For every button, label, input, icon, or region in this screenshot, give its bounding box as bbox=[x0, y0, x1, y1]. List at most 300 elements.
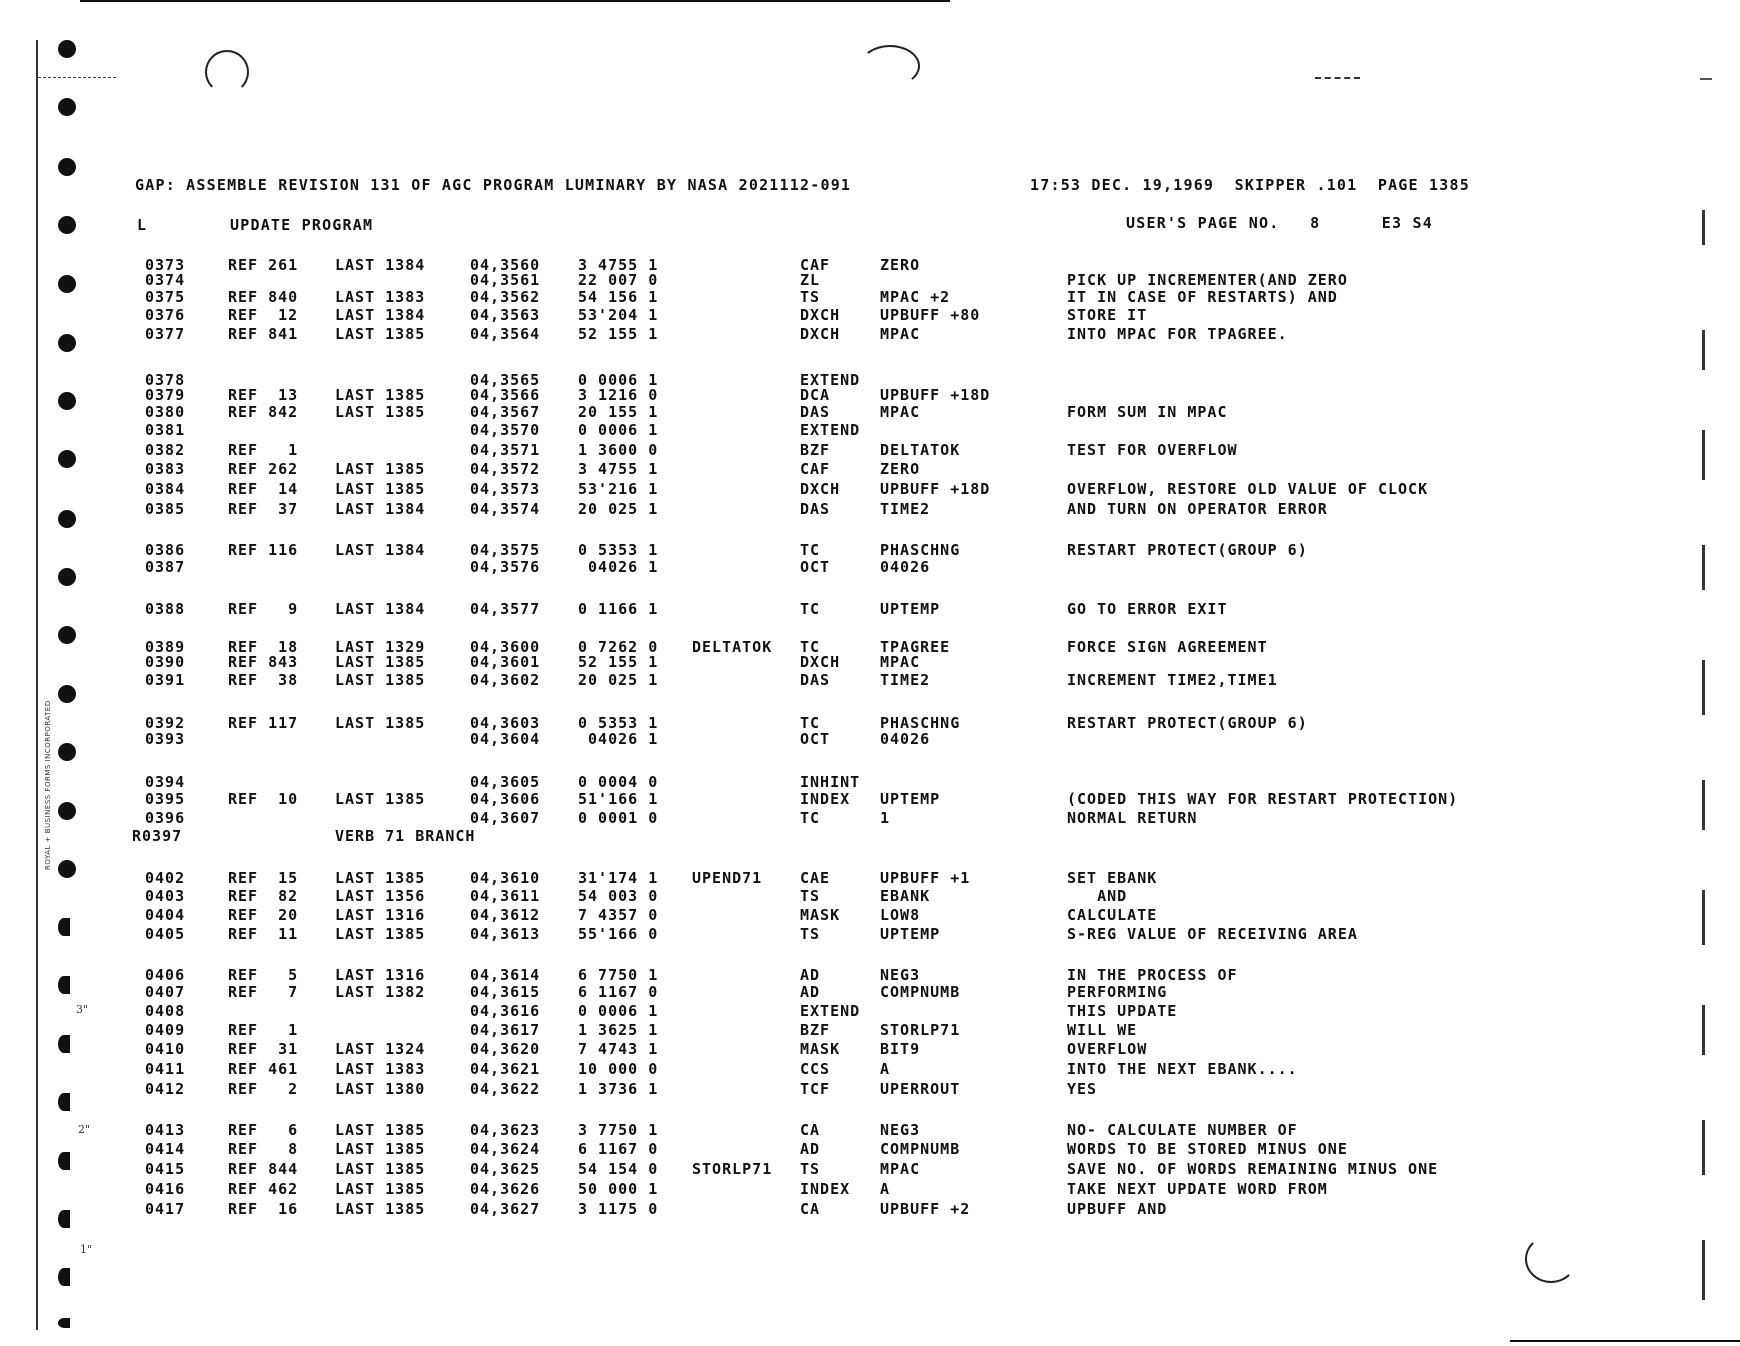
row-num: 0406 bbox=[145, 966, 186, 984]
row-operand: EBANK bbox=[880, 887, 931, 905]
row-operand: 1 bbox=[880, 809, 891, 827]
row-op: AD bbox=[800, 983, 821, 1001]
row-code: 0 7262 0 bbox=[578, 638, 659, 656]
row-comment: FORCE SIGN AGREEMENT bbox=[1067, 638, 1268, 656]
row-op: DCA bbox=[800, 386, 831, 404]
row-addr: 04,3571 bbox=[470, 441, 541, 459]
row-ref: REF 2 bbox=[228, 1080, 299, 1098]
row-operand: TIME2 bbox=[880, 500, 931, 518]
row-ref: REF 14 bbox=[228, 480, 299, 498]
row-op: DXCH bbox=[800, 306, 841, 324]
row-addr: 04,3606 bbox=[470, 790, 541, 808]
row-op: TS bbox=[800, 887, 821, 905]
row-code: 52 155 1 bbox=[578, 325, 659, 343]
row-num: 0415 bbox=[145, 1160, 186, 1178]
row-operand: STORLP71 bbox=[880, 1021, 961, 1039]
row-addr: 04,3616 bbox=[470, 1002, 541, 1020]
feed-hole bbox=[58, 275, 76, 293]
row-num: 0417 bbox=[145, 1200, 186, 1218]
row-code: 0 0006 1 bbox=[578, 421, 659, 439]
row-operand: UPBUFF +18D bbox=[880, 386, 991, 404]
feed-hole bbox=[58, 568, 76, 586]
row-operand: COMPNUMB bbox=[880, 1140, 961, 1158]
row-addr: 04,3604 bbox=[470, 730, 541, 748]
edge-scuff bbox=[1702, 780, 1705, 830]
row-addr: 04,3611 bbox=[470, 887, 541, 905]
row-operand: MPAC +2 bbox=[880, 288, 951, 306]
edge-scuff bbox=[1702, 330, 1705, 370]
row-comment: TAKE NEXT UPDATE WORD FROM bbox=[1067, 1180, 1328, 1198]
row-op: EXTEND bbox=[800, 1002, 861, 1020]
row-num: 0386 bbox=[145, 541, 186, 559]
row-operand: 04026 bbox=[880, 730, 931, 748]
row-num: 0394 bbox=[145, 773, 186, 791]
row-code: 52 155 1 bbox=[578, 653, 659, 671]
row-ref: REF 31 bbox=[228, 1040, 299, 1058]
row-num: 0380 bbox=[145, 403, 186, 421]
row-last: LAST 1385 bbox=[335, 1140, 426, 1158]
row-comment: AND bbox=[1067, 887, 1128, 905]
row-ref: REF 7 bbox=[228, 983, 299, 1001]
row-op: INDEX bbox=[800, 790, 851, 808]
row-addr: 04,3567 bbox=[470, 403, 541, 421]
ruler-mark-2: 2" bbox=[78, 1123, 91, 1136]
row-comment: TEST FOR OVERFLOW bbox=[1067, 441, 1238, 459]
row-last: LAST 1384 bbox=[335, 256, 426, 274]
row-op: DXCH bbox=[800, 325, 841, 343]
margin-rule bbox=[36, 40, 38, 1330]
row-addr: 04,3577 bbox=[470, 600, 541, 618]
row-last: LAST 1329 bbox=[335, 638, 426, 656]
row-last: LAST 1385 bbox=[335, 869, 426, 887]
row-comment: IN THE PROCESS OF bbox=[1067, 966, 1238, 984]
row-last: LAST 1385 bbox=[335, 653, 426, 671]
row-op: AD bbox=[800, 966, 821, 984]
row-comment: RESTART PROTECT(GROUP 6) bbox=[1067, 714, 1308, 732]
row-ref: REF 116 bbox=[228, 541, 299, 559]
row-addr: 04,3573 bbox=[470, 480, 541, 498]
feed-hole bbox=[58, 158, 76, 176]
row-comment: NO- CALCULATE NUMBER OF bbox=[1067, 1121, 1298, 1139]
row-ref: REF 82 bbox=[228, 887, 299, 905]
row-num: 0409 bbox=[145, 1021, 186, 1039]
row-ref: REF 37 bbox=[228, 500, 299, 518]
row-operand: UPTEMP bbox=[880, 600, 941, 618]
row-operand: MPAC bbox=[880, 1160, 921, 1178]
row-ref: REF 12 bbox=[228, 306, 299, 324]
row-operand: PHASCHNG bbox=[880, 541, 961, 559]
row-code: 0 0006 1 bbox=[578, 1002, 659, 1020]
row-code: 31'174 1 bbox=[578, 869, 659, 887]
row-code: 20 025 1 bbox=[578, 500, 659, 518]
row-ref: REF 15 bbox=[228, 869, 299, 887]
row-ref: REF 840 bbox=[228, 288, 299, 306]
row-num: 0414 bbox=[145, 1140, 186, 1158]
punch-ring bbox=[1525, 1235, 1577, 1283]
row-num: 0389 bbox=[145, 638, 186, 656]
row-op: BZF bbox=[800, 441, 831, 459]
row-addr: 04,3627 bbox=[470, 1200, 541, 1218]
edge-scuff bbox=[1702, 1120, 1705, 1175]
row-num: 0383 bbox=[145, 460, 186, 478]
row-num: 0402 bbox=[145, 869, 186, 887]
row-op: EXTEND bbox=[800, 421, 861, 439]
row-num: 0392 bbox=[145, 714, 186, 732]
row-operand: UPBUFF +80 bbox=[880, 306, 981, 324]
tear-line bbox=[38, 77, 116, 80]
row-ref: REF 262 bbox=[228, 460, 299, 478]
row-ref: REF 20 bbox=[228, 906, 299, 924]
row-operand: DELTATOK bbox=[880, 441, 961, 459]
row-operand: 04026 bbox=[880, 558, 931, 576]
row-ref: REF 261 bbox=[228, 256, 299, 274]
row-ref: REF 6 bbox=[228, 1121, 299, 1139]
row-last: LAST 1385 bbox=[335, 460, 426, 478]
row-addr: 04,3563 bbox=[470, 306, 541, 324]
row-num: 0408 bbox=[145, 1002, 186, 1020]
row-last: LAST 1385 bbox=[335, 1180, 426, 1198]
row-num: 0412 bbox=[145, 1080, 186, 1098]
row-ref: REF 11 bbox=[228, 925, 299, 943]
row-last: LAST 1316 bbox=[335, 906, 426, 924]
row-op: OCT bbox=[800, 558, 831, 576]
row-comment: RESTART PROTECT(GROUP 6) bbox=[1067, 541, 1308, 559]
feed-hole bbox=[58, 334, 76, 352]
row-comment: IT IN CASE OF RESTARTS) AND bbox=[1067, 288, 1338, 306]
feed-hole bbox=[58, 626, 76, 644]
users-page-number: USER'S PAGE NO. 8 E3 S4 bbox=[1126, 214, 1433, 232]
row-num: 0407 bbox=[145, 983, 186, 1001]
row-num: 0395 bbox=[145, 790, 186, 808]
feed-hole bbox=[58, 510, 76, 528]
row-addr: 04,3610 bbox=[470, 869, 541, 887]
row-operand: A bbox=[880, 1180, 891, 1198]
row-operand: MPAC bbox=[880, 403, 921, 421]
row-code: 20 025 1 bbox=[578, 671, 659, 689]
row-code: 53'216 1 bbox=[578, 480, 659, 498]
row-addr: 04,3566 bbox=[470, 386, 541, 404]
row-comment: PERFORMING bbox=[1067, 983, 1168, 1001]
row-op: CAF bbox=[800, 256, 831, 274]
edge-scuff bbox=[1702, 890, 1705, 945]
row-last: LAST 1385 bbox=[335, 480, 426, 498]
row-ref: REF 843 bbox=[228, 653, 299, 671]
row-operand: UPBUFF +18D bbox=[880, 480, 991, 498]
row-op: BZF bbox=[800, 1021, 831, 1039]
row-last: LAST 1382 bbox=[335, 983, 426, 1001]
row-op: DXCH bbox=[800, 653, 841, 671]
row-op: CA bbox=[800, 1200, 821, 1218]
row-num: 0373 bbox=[145, 256, 186, 274]
row-comment: SAVE NO. OF WORDS REMAINING MINUS ONE bbox=[1067, 1160, 1439, 1178]
row-operand: BIT9 bbox=[880, 1040, 921, 1058]
row-code: 0 5353 1 bbox=[578, 714, 659, 732]
feed-hole bbox=[58, 860, 76, 878]
listing-log-section: L bbox=[137, 216, 148, 234]
feed-hole bbox=[58, 1035, 70, 1053]
row-addr: 04,3602 bbox=[470, 671, 541, 689]
row-last: LAST 1383 bbox=[335, 288, 426, 306]
listing-header-right: 17:53 DEC. 19,1969 SKIPPER .101 PAGE 1385 bbox=[1030, 176, 1470, 194]
row-addr: 04,3570 bbox=[470, 421, 541, 439]
row-code: 1 3600 0 bbox=[578, 441, 659, 459]
edge-scuff bbox=[1702, 430, 1705, 480]
row-last: VERB 71 BRANCH bbox=[335, 827, 476, 845]
row-code: 7 4743 1 bbox=[578, 1040, 659, 1058]
tear-mark bbox=[1315, 77, 1360, 81]
row-num: 0391 bbox=[145, 671, 186, 689]
row-num: 0390 bbox=[145, 653, 186, 671]
row-addr: 04,3615 bbox=[470, 983, 541, 1001]
punch-ring bbox=[205, 50, 249, 94]
row-num: 0404 bbox=[145, 906, 186, 924]
row-comment: THIS UPDATE bbox=[1067, 1002, 1178, 1020]
row-code: 0 0001 0 bbox=[578, 809, 659, 827]
punch-ring bbox=[860, 45, 920, 87]
row-addr: 04,3600 bbox=[470, 638, 541, 656]
row-op: DAS bbox=[800, 671, 831, 689]
row-operand: COMPNUMB bbox=[880, 983, 961, 1001]
row-code: 04026 1 bbox=[578, 558, 659, 576]
row-op: MASK bbox=[800, 906, 841, 924]
row-addr: 04,3572 bbox=[470, 460, 541, 478]
row-addr: 04,3576 bbox=[470, 558, 541, 576]
row-num: 0382 bbox=[145, 441, 186, 459]
row-addr: 04,3561 bbox=[470, 271, 541, 289]
row-op: TC bbox=[800, 638, 821, 656]
row-operand: PHASCHNG bbox=[880, 714, 961, 732]
row-code: 3 1175 0 bbox=[578, 1200, 659, 1218]
row-num: 0396 bbox=[145, 809, 186, 827]
row-code: 0 5353 1 bbox=[578, 541, 659, 559]
row-ref: REF 38 bbox=[228, 671, 299, 689]
row-addr: 04,3614 bbox=[470, 966, 541, 984]
row-op: ZL bbox=[800, 271, 821, 289]
feed-hole bbox=[58, 685, 76, 703]
tear-mark bbox=[1700, 78, 1712, 80]
row-addr: 04,3601 bbox=[470, 653, 541, 671]
row-num: 0387 bbox=[145, 558, 186, 576]
row-op: CAE bbox=[800, 869, 831, 887]
row-ref: REF 18 bbox=[228, 638, 299, 656]
feed-hole bbox=[58, 392, 76, 410]
row-ref: REF 844 bbox=[228, 1160, 299, 1178]
row-last: LAST 1385 bbox=[335, 386, 426, 404]
row-addr: 04,3564 bbox=[470, 325, 541, 343]
row-code: 55'166 0 bbox=[578, 925, 659, 943]
row-last: LAST 1385 bbox=[335, 1121, 426, 1139]
feed-hole bbox=[58, 743, 76, 761]
row-last: LAST 1316 bbox=[335, 966, 426, 984]
row-last: LAST 1385 bbox=[335, 925, 426, 943]
row-comment: WORDS TO BE STORED MINUS ONE bbox=[1067, 1140, 1348, 1158]
row-ref: REF 462 bbox=[228, 1180, 299, 1198]
row-op: TC bbox=[800, 600, 821, 618]
ruler-mark-1: 1" bbox=[80, 1243, 93, 1256]
row-last: LAST 1385 bbox=[335, 1160, 426, 1178]
row-code: 3 7750 1 bbox=[578, 1121, 659, 1139]
row-ref: REF 8 bbox=[228, 1140, 299, 1158]
row-code: 7 4357 0 bbox=[578, 906, 659, 924]
row-comment: STORE IT bbox=[1067, 306, 1148, 324]
row-addr: 04,3621 bbox=[470, 1060, 541, 1078]
feed-hole bbox=[58, 918, 70, 936]
row-op: CCS bbox=[800, 1060, 831, 1078]
row-addr: 04,3624 bbox=[470, 1140, 541, 1158]
feed-hole bbox=[58, 216, 76, 234]
row-operand: A bbox=[880, 1060, 891, 1078]
row-operand: LOW8 bbox=[880, 906, 921, 924]
edge-scuff bbox=[1702, 1005, 1705, 1055]
row-num: 0388 bbox=[145, 600, 186, 618]
row-num: 0376 bbox=[145, 306, 186, 324]
row-addr: 04,3562 bbox=[470, 288, 541, 306]
feed-hole bbox=[58, 1152, 70, 1170]
row-operand: NEG3 bbox=[880, 966, 921, 984]
row-ref: REF 842 bbox=[228, 403, 299, 421]
row-operand: TPAGREE bbox=[880, 638, 951, 656]
row-num: 0393 bbox=[145, 730, 186, 748]
row-num: 0378 bbox=[145, 371, 186, 389]
row-num: 0416 bbox=[145, 1180, 186, 1198]
row-op: CA bbox=[800, 1121, 821, 1139]
row-op: TC bbox=[800, 541, 821, 559]
row-last: LAST 1384 bbox=[335, 541, 426, 559]
row-last: LAST 1385 bbox=[335, 1200, 426, 1218]
row-addr: 04,3574 bbox=[470, 500, 541, 518]
row-operand: ZERO bbox=[880, 256, 921, 274]
feed-hole bbox=[58, 976, 70, 994]
row-addr: 04,3622 bbox=[470, 1080, 541, 1098]
feed-hole bbox=[58, 40, 76, 58]
row-op: EXTEND bbox=[800, 371, 861, 389]
row-comment: CALCULATE bbox=[1067, 906, 1158, 924]
row-code: 0 0006 1 bbox=[578, 371, 659, 389]
row-ref: REF 10 bbox=[228, 790, 299, 808]
row-num: 0410 bbox=[145, 1040, 186, 1058]
row-last: LAST 1380 bbox=[335, 1080, 426, 1098]
row-addr: 04,3565 bbox=[470, 371, 541, 389]
row-code: 0 0004 0 bbox=[578, 773, 659, 791]
row-num: 0379 bbox=[145, 386, 186, 404]
row-code: 50 000 1 bbox=[578, 1180, 659, 1198]
row-addr: 04,3625 bbox=[470, 1160, 541, 1178]
row-label: DELTATOK bbox=[692, 638, 773, 656]
row-code: 20 155 1 bbox=[578, 403, 659, 421]
row-comment: AND TURN ON OPERATOR ERROR bbox=[1067, 500, 1328, 518]
row-code: 54 154 0 bbox=[578, 1160, 659, 1178]
row-code: 53'204 1 bbox=[578, 306, 659, 324]
row-ref: REF 9 bbox=[228, 600, 299, 618]
row-num: R0397 bbox=[132, 827, 183, 845]
row-code: 6 1167 0 bbox=[578, 1140, 659, 1158]
row-op: DAS bbox=[800, 500, 831, 518]
listing-title: UPDATE PROGRAM bbox=[230, 216, 374, 234]
row-op: DXCH bbox=[800, 480, 841, 498]
row-last: LAST 1384 bbox=[335, 306, 426, 324]
feed-hole bbox=[58, 1318, 70, 1328]
edge-scuff bbox=[1702, 210, 1705, 245]
row-addr: 04,3613 bbox=[470, 925, 541, 943]
row-last: LAST 1385 bbox=[335, 403, 426, 421]
row-addr: 04,3623 bbox=[470, 1121, 541, 1139]
feed-hole bbox=[58, 802, 76, 820]
row-comment: S-REG VALUE OF RECEIVING AREA bbox=[1067, 925, 1358, 943]
row-code: 22 007 0 bbox=[578, 271, 659, 289]
row-addr: 04,3612 bbox=[470, 906, 541, 924]
row-code: 0 1166 1 bbox=[578, 600, 659, 618]
row-code: 54 156 1 bbox=[578, 288, 659, 306]
row-operand: MPAC bbox=[880, 325, 921, 343]
row-code: 3 4755 1 bbox=[578, 256, 659, 274]
feed-hole bbox=[58, 450, 76, 468]
row-operand: MPAC bbox=[880, 653, 921, 671]
row-comment: (CODED THIS WAY FOR RESTART PROTECTION) bbox=[1067, 790, 1459, 808]
row-last: LAST 1384 bbox=[335, 600, 426, 618]
row-comment: NORMAL RETURN bbox=[1067, 809, 1198, 827]
row-comment: UPBUFF AND bbox=[1067, 1200, 1168, 1218]
row-code: 3 4755 1 bbox=[578, 460, 659, 478]
row-operand: UPTEMP bbox=[880, 925, 941, 943]
row-op: CAF bbox=[800, 460, 831, 478]
row-operand: NEG3 bbox=[880, 1121, 921, 1139]
row-operand: UPBUFF +2 bbox=[880, 1200, 971, 1218]
row-addr: 04,3620 bbox=[470, 1040, 541, 1058]
row-op: TCF bbox=[800, 1080, 831, 1098]
row-num: 0411 bbox=[145, 1060, 186, 1078]
row-op: DAS bbox=[800, 403, 831, 421]
row-num: 0374 bbox=[145, 271, 186, 289]
row-last: LAST 1324 bbox=[335, 1040, 426, 1058]
row-ref: REF 1 bbox=[228, 441, 299, 459]
row-num: 0413 bbox=[145, 1121, 186, 1139]
row-operand: UPBUFF +1 bbox=[880, 869, 971, 887]
row-last: LAST 1385 bbox=[335, 790, 426, 808]
row-operand: UPERROUT bbox=[880, 1080, 961, 1098]
row-last: LAST 1385 bbox=[335, 325, 426, 343]
row-op: TS bbox=[800, 288, 821, 306]
row-comment: WILL WE bbox=[1067, 1021, 1138, 1039]
row-op: AD bbox=[800, 1140, 821, 1158]
row-comment: OVERFLOW, RESTORE OLD VALUE OF CLOCK bbox=[1067, 480, 1429, 498]
feed-hole bbox=[58, 1093, 70, 1111]
feed-hole bbox=[58, 1268, 70, 1286]
row-last: LAST 1356 bbox=[335, 887, 426, 905]
row-addr: 04,3617 bbox=[470, 1021, 541, 1039]
edge-scuff bbox=[1702, 660, 1705, 715]
row-code: 54 003 0 bbox=[578, 887, 659, 905]
row-comment: INCREMENT TIME2,TIME1 bbox=[1067, 671, 1278, 689]
row-ref: REF 5 bbox=[228, 966, 299, 984]
row-addr: 04,3607 bbox=[470, 809, 541, 827]
row-addr: 04,3605 bbox=[470, 773, 541, 791]
row-num: 0405 bbox=[145, 925, 186, 943]
row-op: OCT bbox=[800, 730, 831, 748]
row-op: MASK bbox=[800, 1040, 841, 1058]
row-operand: UPTEMP bbox=[880, 790, 941, 808]
row-num: 0375 bbox=[145, 288, 186, 306]
row-ref: REF 461 bbox=[228, 1060, 299, 1078]
row-last: LAST 1385 bbox=[335, 671, 426, 689]
feed-hole bbox=[58, 1210, 70, 1228]
row-op: TC bbox=[800, 714, 821, 732]
row-last: LAST 1383 bbox=[335, 1060, 426, 1078]
listing-header-left: GAP: ASSEMBLE REVISION 131 OF AGC PROGRAM LUMINARY BY NASA 2021112-091 bbox=[135, 176, 852, 194]
row-operand: ZERO bbox=[880, 460, 921, 478]
ruler-mark-3: 3" bbox=[76, 1003, 89, 1016]
row-code: 10 000 0 bbox=[578, 1060, 659, 1078]
row-op: TC bbox=[800, 809, 821, 827]
